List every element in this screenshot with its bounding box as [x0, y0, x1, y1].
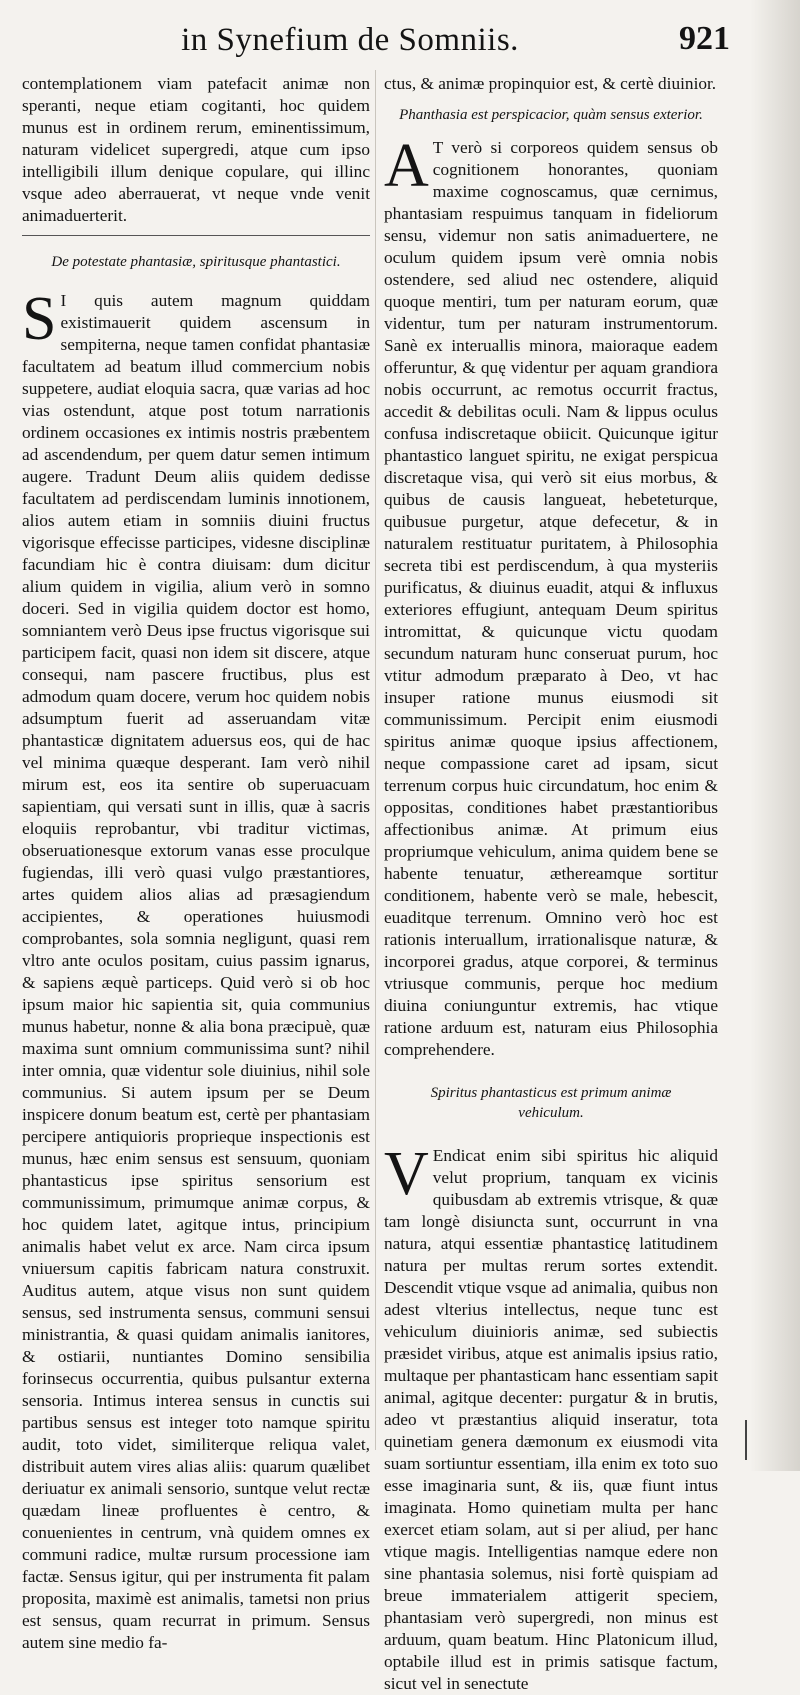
section-heading-spiritus: Spiritus phantasticus est primum animæ vehiculum.: [430, 1085, 672, 1121]
drop-cap-v: V: [384, 1140, 429, 1208]
left-column: [22, 73, 370, 1654]
margin-mark: [745, 1420, 747, 1460]
right-column: [384, 73, 718, 1695]
left-paragraph-2-text: I quis autem magnum quiddam existimauerit quidem ascensum in sempiterna, neque tamen confidat phantasiæ facultatem ad beatum illud commercium nobis suppetere, audiat eloquia sacra, quæ varias ad hoc vias ostendunt, atque post totum narrationis ordinem occasiones ex intimis nostris præbentem ad ascendendum, per quem datur semen intimum augere. Tradunt Deum aliis quidem dedisse facultatem ad perdiscendam luminis innotionem, alios autem etiam in somniis diuini fructus vigorisque effecisse participes, videsne disciplinæ facundiam hic è contra diuisam: dum dicitur alium quidem in vigilia, alium verò in somno doceri. Sed in vigilia quidem doctor est homo, somniantem verò Deus ipse fructus vigorisque sui participem facit, quasi non idem sit discere, atque consequi, nam pascere fructibus, plus est admodum quam docere, verum hoc quidem nobis adsumptum fuerit ad asseruandam vitæ phantasticæ dignitatem aduersus eos, qui de hac vel minima quæque desperant. Iam verò nihil mirum est, eos ita sentire ob superuacuam sapientiam, qui versati sunt in illis, quæ à sacris eloquiis reprobantur, vbi traditur victimas, obseruationesque extorum vanas esse proculque fugiendas, illi verò quasi vulgo præstantiores, artes quidem alios alias ad præsagiendum accipientes, & operationes huiusmodi comprobantes, sola somnia negligunt, quasi rem vltro ante oculos positam, cuius passim ignarus, & sapiens æquè particeps. Quid verò si ob hoc ipsum maior hic sapientia sit, quia communius munus habetur, nonne & alia bona præcipuè, quæ maxima sunt omnium communissima sunt? nihil inter omnia, quæ videntur sole diuinius, nihil sole communius. Si autem ipsum per se Deum inspicere donum beatum est, certè per phantasiam percipere antiquioris proprieque inspectionis est munus, hæc enim sensus est sensuum, quoniam phantasticus ipse spiritus sensorium est communissimum, primumque animæ corpus, & hoc quidem latet, agitque intus, principium animalis habet velut ex arce. Nam circa ipsum vniuersum capitis fabricam natura construxit. Auditus autem, atque visus non sunt quidem sensus, sed instrumenta sensus, communi sensui ministrantia, & quasi quidam animalis ianitores, & ostiarii, nuntiantes Domino sensibilia forinsecus occurrentia, quibus pulsantur externa sensoria. Intimus interea sensus in cunctis sui partibus sensus est integer toto namque spiritu audit, toto videt, similiterque reliqua valet, distribuit autem vires alias aliis: quarum quælibet deriuatur ex animali sensorio, suntque velut rectæ quædam lineæ profluentes è centro, & conuenientes in centrum, vnà quidem omnes ex communi radice, multæ rursum processione iam factæ. Sensus igitur, qui per instrumenta fit palam proposita, maximè est animalis, tametsi non prius est sensus, quam recurrat in primum. Sensus autem sine medio fa-: [22, 291, 370, 1652]
page-number: 921: [679, 20, 730, 57]
right-paragraph-1: ctus, & animæ propinquior est, & certè diuinior.: [384, 74, 717, 93]
section-heading-potestate: De potestate phantasiæ, spiritusque phantastici.: [51, 254, 341, 270]
right-paragraph-2: [384, 132, 718, 1061]
drop-cap-a: A: [384, 132, 429, 200]
column-divider: [375, 70, 376, 1450]
section-heading-phanthasia: Phanthasia est perspicacior, quàm sensus exterior.: [399, 107, 703, 123]
right-paragraph-2-text: T verò si corporeos quidem sensus ob cognitionem honorantes, quoniam maxime cognoscamus, quæ cernimus, phantasiam respuimus tanquam in fideliorum sensu, videmur non satis animaduertere, ne oculum quidem ipsum verè omnia nobis ostendere, sed aliud nec ostendere, aliquid quoque mentiri, tum per naturam eorum, quæ videntur, tum per naturam instrumentorum. Sanè ex interuallis minora, maioraque eadem offeruntur, & quę videntur per aquam grandiora nobis occurrunt, ac remotus occurrit fractus, accedit & debilitas oculi. Nam & lippus oculus confusa indiscretaque obiicit. Quicunque igitur phantastico languet spiritu, ne exigat perspicua discretaque visa, qui verò sit eius morbus, & quibus de causis langueat, hebeteturque, quibusue purgetur, atque defecetur, & in naturalem restituatur puritatem, à Philosophia secreta tibi est perdiscendum, à qua mysteriis purificatus, & diuinus euadit, atqui & influxus exteriores effugiunt, antequam Deum spiritus intromittat, & quicunque victu quodam secundum naturam hunc conseruat purum, hoc vtitur admodum præparato à Deo, vt hac insuper ratione munus eiusmodi sit communissimum. Percipit enim eiusmodi spiritus animæ quoque ipsius affectionem, neque compassione caret ad ipsam, sicut terrenum corpus huic circundatum, hoc enim & oppositas, conditiones habet præstantioribus affectionibus animæ. At primum eius propriumque vehiculum, anima quidem bene se habente tenuatur, æthereamque sortitur conditionem, habente verò se male, hebescit, euaditque terrenum. Omnino verò hoc est rationis interuallum, irrationalisque naturæ, & incorporei gradus, atque corporei, & terminus vtriusque communis, perque hoc medium diuina coniunguntur extremis, hac vtique ratione arduum est, naturam eius Philosophia comprehendere.: [384, 138, 718, 1059]
page-edge-shadow: [750, 0, 800, 1471]
right-paragraph-3: [384, 1140, 718, 1695]
left-paragraph-2: [22, 285, 370, 1654]
running-head: in Synefium de Somniis.: [181, 22, 519, 58]
left-paragraph-1: contemplationem viam patefacit animæ non speranti, neque etiam cogitanti, hoc quidem munus est in ordinem rerum, eminentissimum, naturam videlicet supergredi, atque cum ipso intelligibili illum denique copulare, qui illinc vsque adeo aberrauerat, vt neque vnde venit animaduerterit.: [22, 74, 370, 225]
right-paragraph-3-text: Endicat enim sibi spiritus hic aliquid velut proprium, tanquam ex vicinis quibusdam ab extremis vtrisque, & quæ tam longè disiuncta sunt, occurrunt in vna natura, atqui essentiæ phantasticę latitudinem natura per multas rerum sortes extendit. Descendit vtique vsque ad animalia, quibus non adest vlterius intellectus, neque tunc est vehiculum diuinioris animæ, sed subiectis præsidet viribus, atque est animalis ipsius ratio, multaque per phantasticam hanc essentiam sapit animal, agitque decenter: purgatur & in brutis, adeo vt præstantius aliquid inseratur, tota quinetiam genera dæmonum ex eiusmodi vita suam sortiuntur essentiam, illa enim ex toto suo esse imaginaria sunt, & iis, quæ fiunt intus imaginata. Homo quinetiam multa per hanc exercet etiam solam, aut si per aliud, per hanc vtique magis. Intelligentias namque edere non sine phantasia solemus, nisi fortè quispiam ad breue immaterialem attigerit speciem, phantasiam verò supergredi, non minus est arduum, quam beatum. Hinc Platonicum illud, optabile illud est in primis satisque factum, sicut vel in senectute: [384, 1146, 718, 1693]
drop-cap-s: S: [22, 285, 57, 353]
section-rule: [22, 235, 370, 236]
